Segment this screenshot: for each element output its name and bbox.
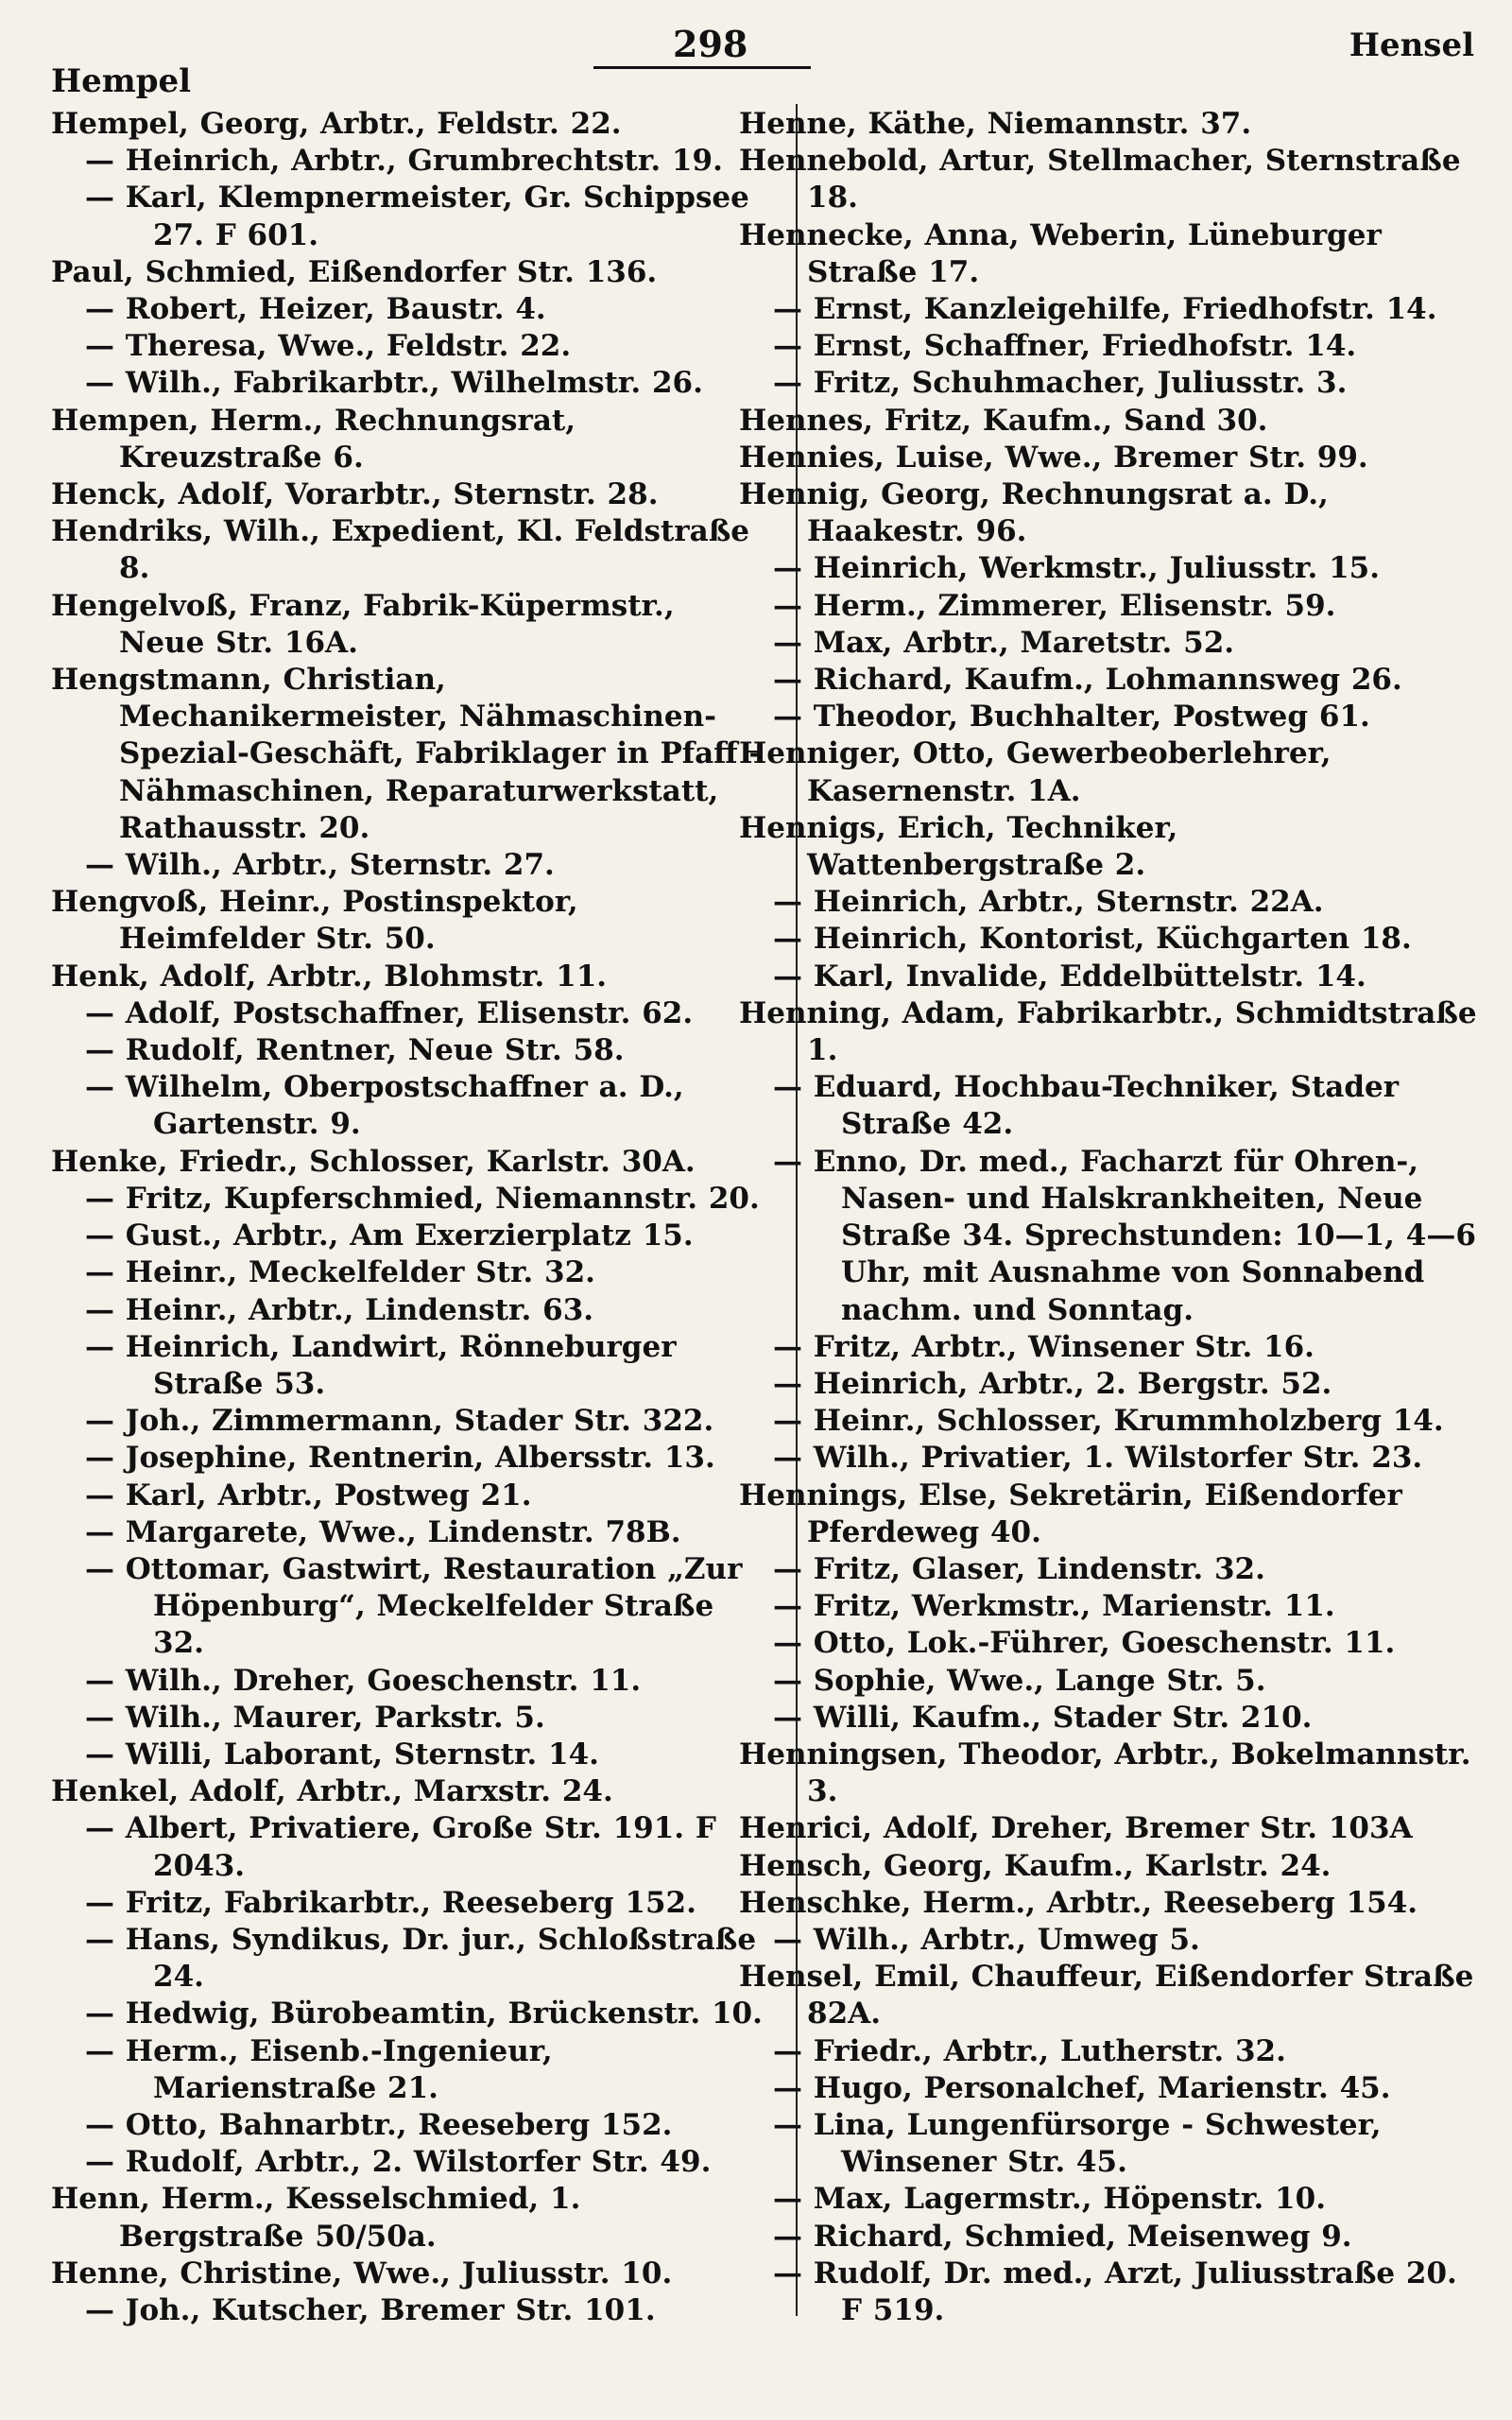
directory-entry: — Eduard, Hochbau-Techniker, Stader Straße 42. — [773, 1070, 1400, 1142]
right-column — [739, 106, 1482, 2329]
directory-entry: — Hans, Syndikus, Dr. jur., Schloßstraße 24. — [85, 1922, 757, 1995]
directory-entry: — Wilh., Arbtr., Umweg 5. — [773, 1922, 1200, 1957]
directory-entry: — Karl, Arbtr., Postweg 21. — [85, 1478, 532, 1512]
directory-entry: — Fritz, Fabrikarbtr., Reeseberg 152. — [85, 1885, 696, 1920]
directory-entry: Henk, Adolf, Arbtr., Blohmstr. 11. — [51, 959, 608, 994]
directory-entry: — Rudolf, Arbtr., 2. Wilstorfer Str. 49. — [85, 2145, 712, 2180]
directory-entry: — Richard, Schmied, Meisenweg 9. — [773, 2219, 1352, 2254]
directory-entry: — Albert, Privatiere, Große Str. 191. F 2043. — [85, 1811, 716, 1883]
directory-entry: Henne, Christine, Wwe., Juliusstr. 10. — [51, 2256, 673, 2290]
directory-entry: — Sophie, Wwe., Lange Str. 5. — [773, 1663, 1266, 1698]
directory-entry: — Herm., Eisenb.-Ingenieur, Marienstraße 21. — [85, 2033, 553, 2105]
directory-entry: — Heinrich, Kontorist, Küchgarten 18. — [773, 922, 1412, 957]
directory-entry: — Wilh., Maurer, Parkstr. 5. — [85, 1700, 545, 1735]
left-column — [51, 106, 767, 2329]
directory-entry: — Fritz, Kupferschmied, Niemannstr. 20. — [85, 1181, 760, 1216]
directory-entry: — Heinr., Arbtr., Lindenstr. 63. — [85, 1292, 594, 1327]
directory-entry: — Theodor, Buchhalter, Postweg 61. — [773, 700, 1370, 735]
directory-entry: — Heinrich, Landwirt, Rönneburger Straße 53. — [85, 1329, 677, 1401]
directory-entry: — Wilh., Dreher, Goeschenstr. 11. — [85, 1663, 642, 1698]
directory-entry: — Fritz, Werkmstr., Marienstr. 11. — [773, 1589, 1335, 1624]
directory-entry: Hengvoß, Heinr., Postinspektor, Heimfelder Str. 50. — [51, 885, 578, 957]
directory-entry: — Fritz, Arbtr., Winsener Str. 16. — [773, 1329, 1314, 1364]
directory-entry: Hendriks, Wilh., Expedient, Kl. Feldstraße 8. — [51, 514, 749, 586]
directory-entry: — Max, Arbtr., Maretstr. 52. — [773, 625, 1235, 660]
directory-entry: Henkel, Adolf, Arbtr., Marxstr. 24. — [51, 1774, 613, 1809]
directory-entry: Hensel, Emil, Chauffeur, Eißendorfer Straße 82A. — [739, 1960, 1474, 2031]
directory-entry: Hennecke, Anna, Weberin, Lüneburger Straße 17. — [739, 217, 1382, 289]
directory-entry: — Willi, Laborant, Sternstr. 14. — [85, 1737, 599, 1772]
directory-entry: Hengelvoß, Franz, Fabrik-Küpermstr., Neue Str. 16A. — [51, 588, 675, 660]
directory-entry: — Margarete, Wwe., Lindenstr. 78B. — [85, 1514, 681, 1549]
directory-entry: — Heinr., Meckelfelder Str. 32. — [85, 1255, 595, 1290]
directory-entry: — Rudolf, Dr. med., Arzt, Juliusstraße 20. F 519. — [773, 2256, 1457, 2327]
directory-entry: — Otto, Bahnarbtr., Reeseberg 152. — [85, 2107, 673, 2142]
directory-entry: — Enno, Dr. med., Facharzt für Ohren-, Nasen- und Halskrankheiten, Neue Straße 34. Sprechstunden: 10—1, 4—6 Uhr, mit Ausnahme von Sonnabend nachm. und Sonntag. — [773, 1144, 1476, 1327]
directory-entry: — Lina, Lungenfürsorge - Schwester, Winsener Str. 45. — [773, 2107, 1382, 2180]
directory-entry: — Richard, Kaufm., Lohmannsweg 26. — [773, 663, 1402, 698]
directory-entry: — Adolf, Postschaffner, Elisenstr. 62. — [85, 995, 694, 1030]
directory-entry: Hennies, Luise, Wwe., Bremer Str. 99. — [739, 440, 1368, 475]
page-number: 298 — [673, 23, 748, 65]
directory-entry: Hensch, Georg, Kaufm., Karlstr. 24. — [739, 1848, 1332, 1883]
directory-entry: — Joh., Zimmermann, Stader Str. 322. — [85, 1404, 714, 1439]
directory-entry: Henningsen, Theodor, Arbtr., Bokelmannstr. 3. — [739, 1737, 1471, 1809]
directory-entry: — Otto, Lok.-Führer, Goeschenstr. 11. — [773, 1626, 1396, 1661]
directory-entry: — Heinrich, Arbtr., 2. Bergstr. 52. — [773, 1366, 1332, 1401]
directory-entry: — Ottomar, Gastwirt, Restauration „Zur Höpenburg“, Meckelfelder Straße 32. — [85, 1551, 743, 1661]
directory-entry: — Herm., Zimmerer, Elisenstr. 59. — [773, 588, 1336, 623]
right-running-head: Hensel — [1349, 26, 1474, 64]
directory-entry: — Hedwig, Bürobeamtin, Brückenstr. 10. — [85, 1996, 763, 2031]
directory-entry: Henne, Käthe, Niemannstr. 37. — [739, 107, 1252, 141]
left-running-head: Hempel — [51, 62, 192, 100]
directory-entry: — Willi, Kaufm., Stader Str. 210. — [773, 1700, 1313, 1735]
directory-entry: — Karl, Invalide, Eddelbüttelstr. 14. — [773, 959, 1366, 994]
directory-entry: — Friedr., Arbtr., Lutherstr. 32. — [773, 2033, 1286, 2068]
directory-entry: Hennings, Else, Sekretärin, Eißendorfer Pferdeweg 40. — [739, 1478, 1402, 1549]
directory-entry: — Heinrich, Arbtr., Grumbrechtstr. 19. — [85, 144, 723, 179]
directory-entry: — Rudolf, Rentner, Neue Str. 58. — [85, 1033, 625, 1068]
directory-entry: Henke, Friedr., Schlosser, Karlstr. 30A. — [51, 1144, 696, 1179]
directory-entry: — Max, Lagermstr., Höpenstr. 10. — [773, 2182, 1326, 2217]
directory-entry: Henn, Herm., Kesselschmied, 1. Bergstraße 50/50a. — [51, 2182, 581, 2254]
directory-entry: — Heinr., Schlosser, Krummholzberg 14. — [773, 1404, 1444, 1439]
directory-entry: Hennig, Georg, Rechnungsrat a. D., Haakestr. 96. — [739, 477, 1329, 549]
directory-entry: — Karl, Klempnermeister, Gr. Schippsee 27. F 601. — [85, 181, 749, 252]
directory-entry: Hempen, Herm., Rechnungsrat, Kreuzstraße 6. — [51, 403, 576, 475]
directory-entry: — Heinrich, Arbtr., Sternstr. 22A. — [773, 885, 1324, 920]
directory-entry: — Heinrich, Werkmstr., Juliusstr. 15. — [773, 551, 1381, 586]
directory-entry: — Josephine, Rentnerin, Albersstr. 13. — [85, 1441, 715, 1476]
directory-entry: — Ernst, Kanzleigehilfe, Friedhofstr. 14. — [773, 292, 1437, 327]
directory-entry: — Wilh., Privatier, 1. Wilstorfer Str. 23. — [773, 1441, 1423, 1476]
directory-entry: Henschke, Herm., Arbtr., Reeseberg 154. — [739, 1885, 1418, 1920]
directory-entry: — Robert, Heizer, Baustr. 4. — [85, 292, 546, 327]
header-rule — [593, 66, 811, 69]
directory-entry: — Wilhelm, Oberpostschaffner a. D., Gartenstr. 9. — [85, 1070, 684, 1142]
directory-entry: Henniger, Otto, Gewerbeoberlehrer, Kasernenstr. 1A. — [739, 736, 1332, 808]
directory-entry: — Theresa, Wwe., Feldstr. 22. — [85, 329, 572, 364]
directory-entry: Henrici, Adolf, Dreher, Bremer Str. 103A — [739, 1811, 1413, 1846]
directory-entry: — Ernst, Schaffner, Friedhofstr. 14. — [773, 329, 1357, 364]
directory-entry: — Hugo, Personalchef, Marienstr. 45. — [773, 2070, 1391, 2105]
directory-entry: Hengstmann, Christian, Mechanikermeister, Nähmaschinen-Spezial-Geschäft, Fabriklager in Pfaff - Nähmaschinen, Reparaturwerkstatt, Rathausstr. 20. — [51, 663, 762, 845]
directory-entry: Hennebold, Artur, Stellmacher, Sternstraße 18. — [739, 144, 1461, 216]
directory-entry: Henck, Adolf, Vorarbtr., Sternstr. 28. — [51, 477, 659, 512]
directory-entry: Henning, Adam, Fabrikarbtr., Schmidtstraße 1. — [739, 995, 1477, 1068]
directory-entry: — Fritz, Glaser, Lindenstr. 32. — [773, 1551, 1265, 1586]
directory-entry: — Joh., Kutscher, Bremer Str. 101. — [85, 2292, 656, 2327]
directory-entry: Hempel, Georg, Arbtr., Feldstr. 22. — [51, 107, 622, 141]
directory-entry: Hennigs, Erich, Techniker, Wattenbergstraße 2. — [739, 810, 1178, 883]
directory-entry: Hennes, Fritz, Kaufm., Sand 30. — [739, 403, 1268, 438]
directory-entry: — Gust., Arbtr., Am Exerzierplatz 15. — [85, 1219, 694, 1253]
directory-entry: — Fritz, Schuhmacher, Juliusstr. 3. — [773, 366, 1348, 401]
directory-entry: — Wilh., Arbtr., Sternstr. 27. — [85, 848, 555, 883]
directory-entry: — Wilh., Fabrikarbtr., Wilhelmstr. 26. — [85, 366, 703, 401]
directory-entry: Paul, Schmied, Eißendorfer Str. 136. — [51, 254, 658, 289]
